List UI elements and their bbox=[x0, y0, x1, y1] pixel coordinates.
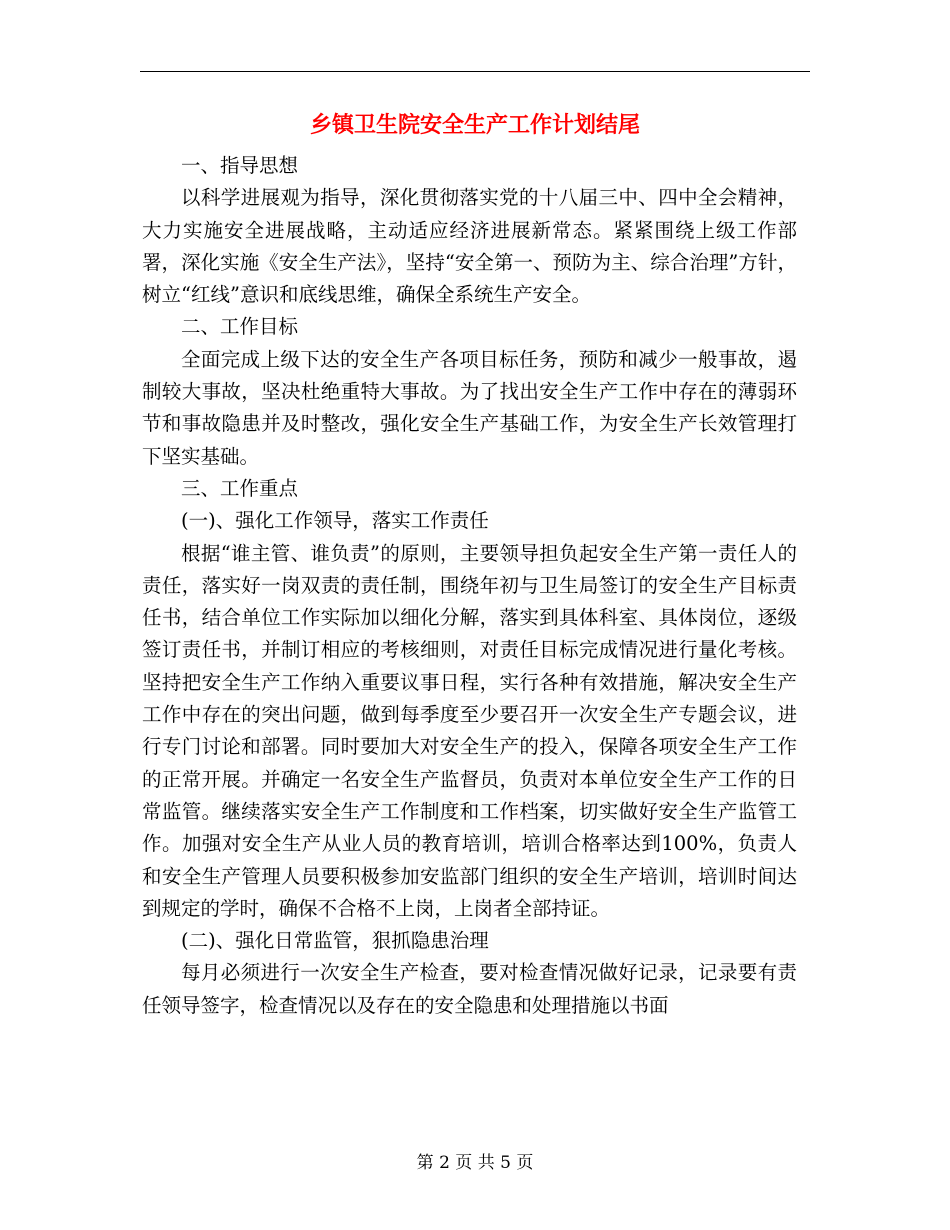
section-heading: 三、工作重点 bbox=[181, 476, 299, 500]
document-body bbox=[142, 150, 797, 1022]
page-number-footer: 第 2 页 共 5 页 bbox=[416, 1153, 534, 1173]
body-paragraph: 每月必须进行一次安全生产检查，要对检查情况做好记录，记录要有责任领导签字，检查情况以及存在的安全隐患和处理措施以书面 bbox=[142, 961, 797, 1017]
subsection-heading: (一)、强化工作领导，落实工作责任 bbox=[181, 509, 489, 533]
subsection-heading: (二)、强化日常监管，狠抓隐患治理 bbox=[181, 929, 489, 953]
body-paragraph: 全面完成上级下达的安全生产各项目标任务，预防和减少一般事故，遏制较大事故，坚决杜绝重特大事故。为了找出安全生产工作中存在的薄弱环节和事故隐患并及时整改，强化安全生产基础工作，为安全生产长效管理打下坚实基础。 bbox=[142, 347, 797, 468]
body-paragraph: 以科学进展观为指导，深化贯彻落实党的十八届三中、四中全会精神，大力实施安全进展战略，主动适应经济进展新常态。紧紧围绕上级工作部署，深化实施《安全生产法》，坚持“安全第一、预防为主、综合治理”方针，树立“红线”意识和底线思维，确保全系统生产安全。 bbox=[142, 186, 797, 307]
section-heading: 二、工作目标 bbox=[181, 315, 299, 339]
section-heading: 一、指导思想 bbox=[181, 154, 299, 177]
header-rule bbox=[140, 71, 810, 72]
body-paragraph: 根据“谁主管、谁负责”的原则，主要领导担负起安全生产第一责任人的责任，落实好一岗双责的责任制，围绕年初与卫生局签订的安全生产目标责任书，结合单位工作实际加以细化分解，落实到具体科室、具体岗位，逐级签订责任书，并制订相应的考核细则，对责任目标完成情况进行量化考核。坚持把安全生产工作纳入重要议事日程，实行各种有效措施，解决安全生产工作中存在的突出问题，做到每季度至少要召开一次安全生产专题会议，进行专门讨论和部署。同时要加大对安全生产的投入，保障各项安全生产工作的正常开展。并确定一名安全生产监督员，负责对本单位安全生产工作的日常监管。继续落实安全生产工作制度和工作档案，切实做好安全生产监管工作。加强对安全生产从业人员的教育培训，培训合格率达到100%，负责人和安全生产管理人员要积极参加安监部门组织的安全生产培训，培训时间达到规定的学时，确保不合格不上岗，上岗者全部持证。 bbox=[142, 541, 797, 920]
document-title: 乡镇卫生院安全生产工作计划结尾 bbox=[309, 113, 640, 138]
